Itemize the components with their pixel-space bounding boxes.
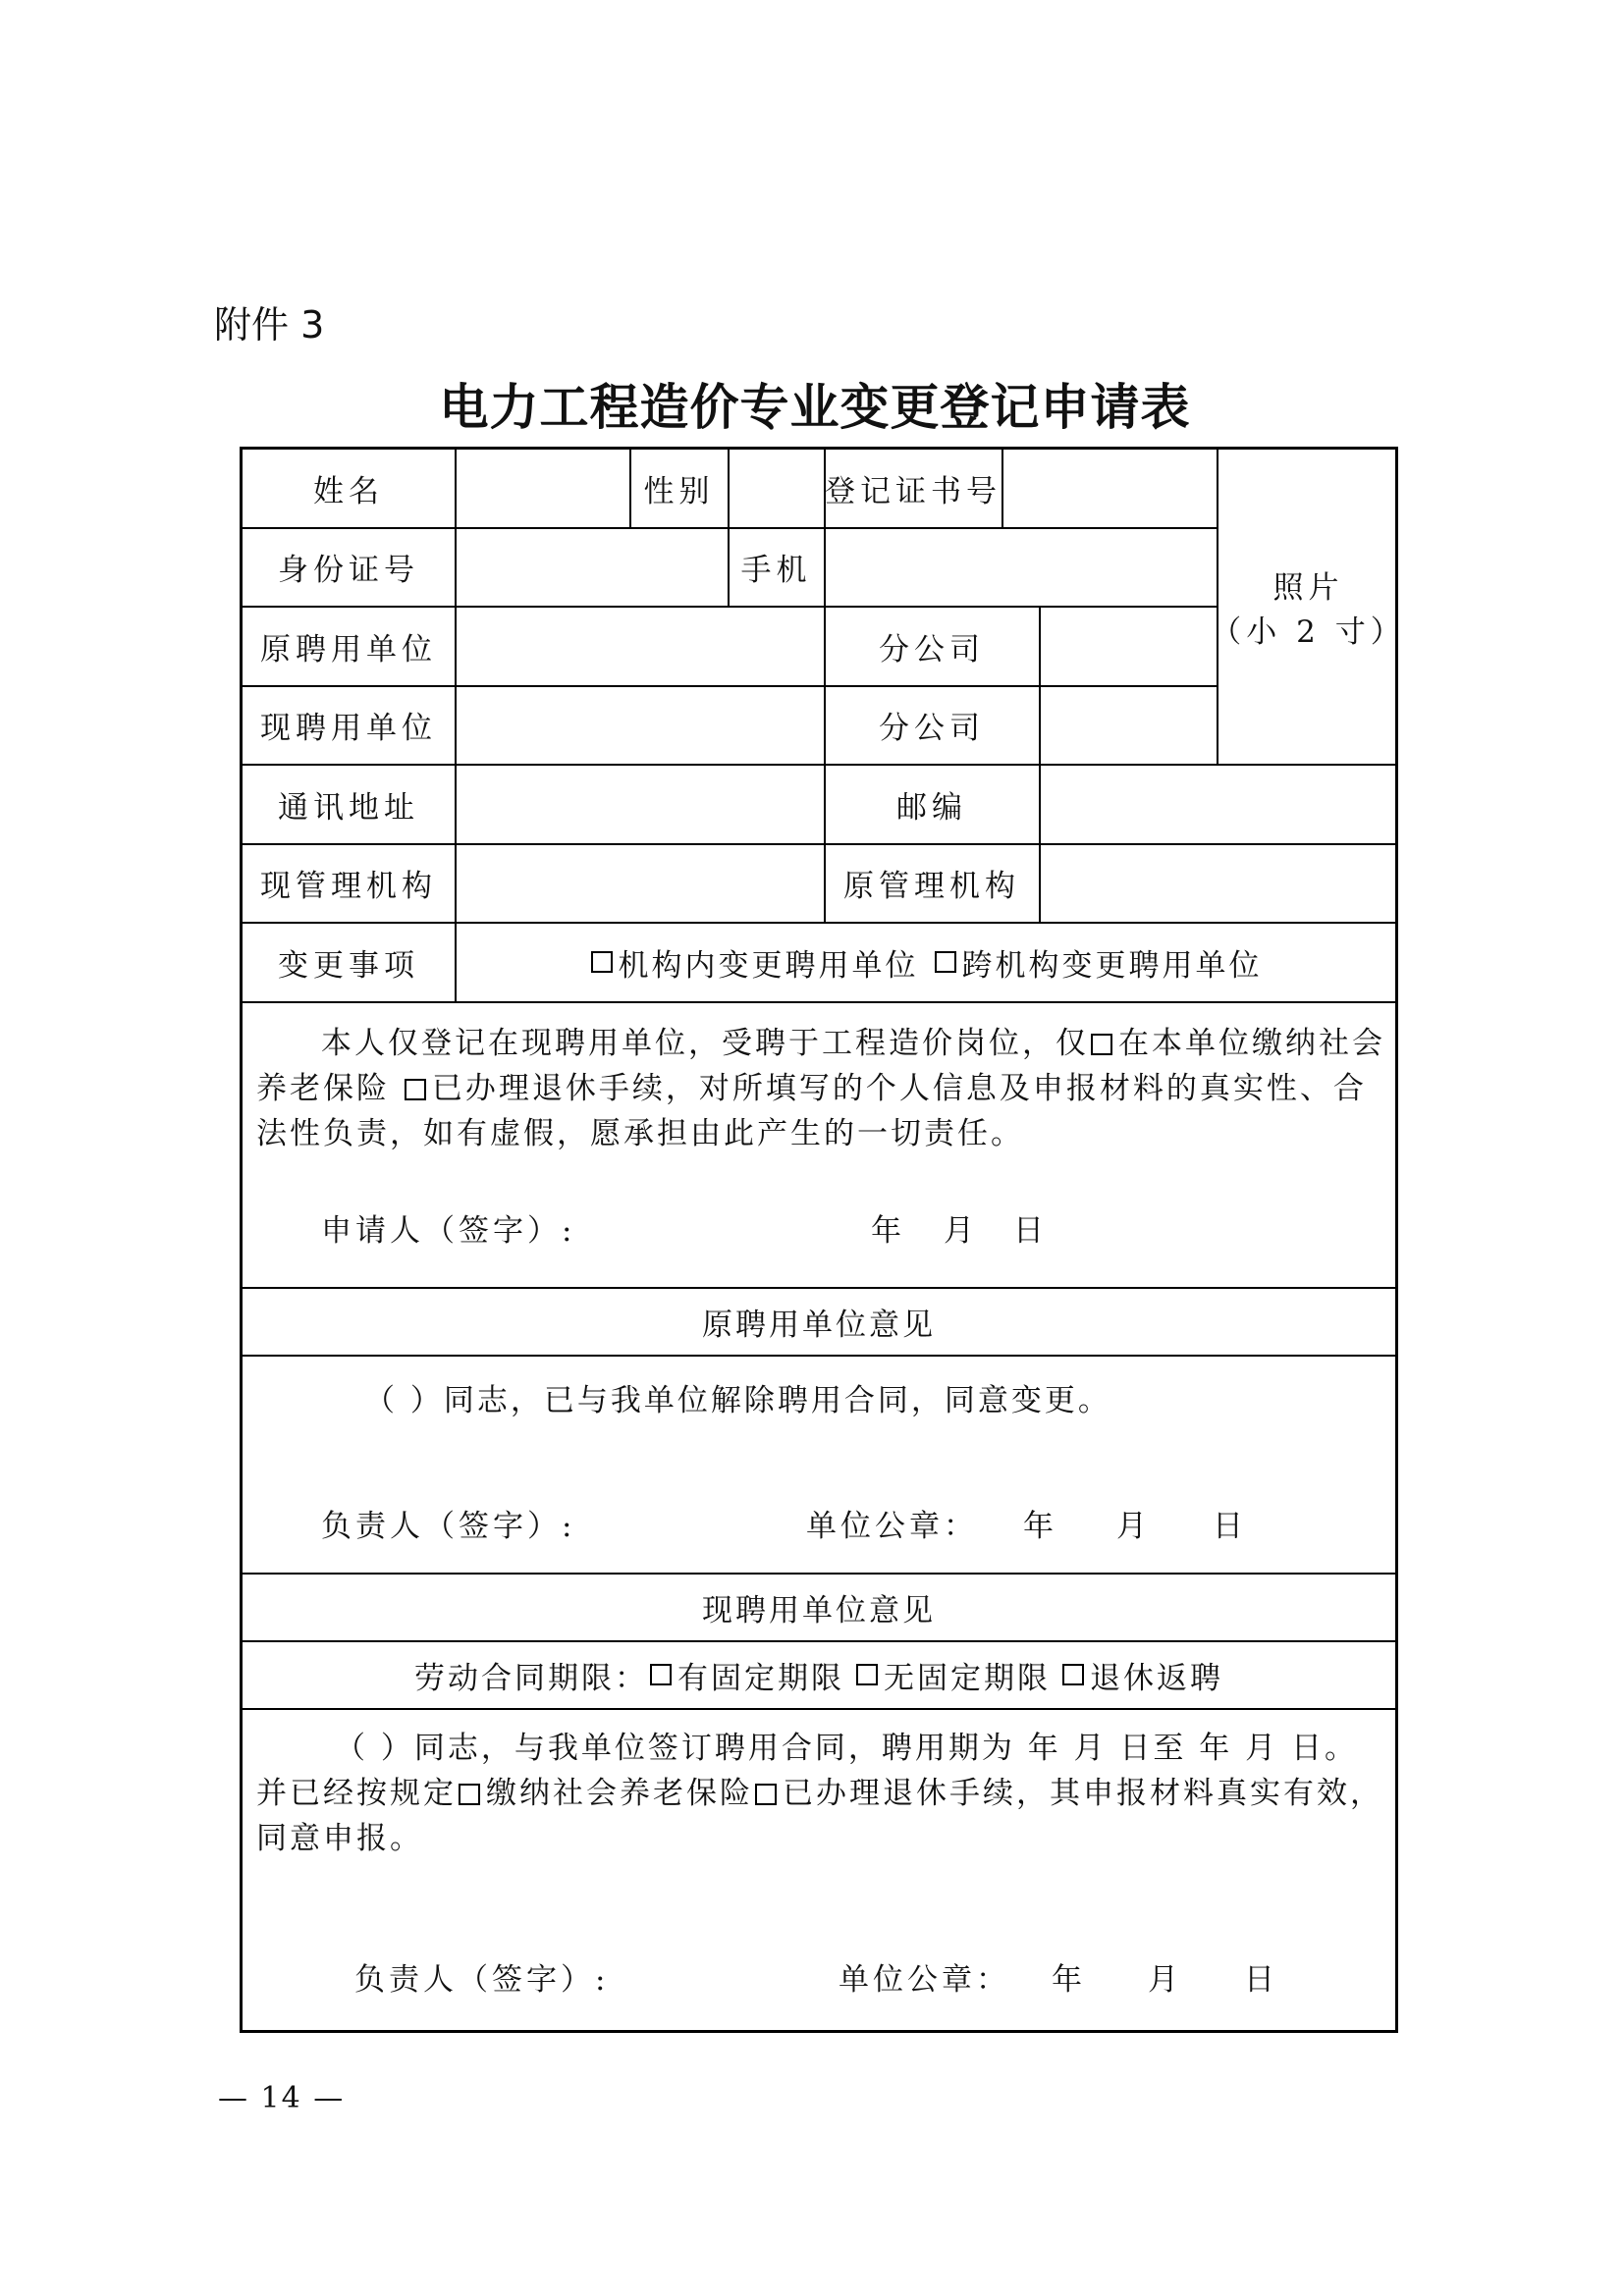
date-year: 年 [1023, 1509, 1057, 1544]
name-label: 姓名 [313, 474, 384, 509]
row-line [243, 1001, 1395, 1003]
checkbox-icon[interactable] [650, 1664, 672, 1685]
phone-label: 手机 [740, 553, 812, 588]
application-form [240, 447, 1406, 2033]
date-year: 年 [1052, 1962, 1086, 1998]
orig-employer-field[interactable] [456, 607, 824, 685]
date-month: 月 [1148, 1962, 1182, 1998]
curr-mgmt-label: 现管理机构 [260, 869, 437, 904]
curr-employer-field[interactable] [456, 686, 824, 764]
branch-field[interactable] [1040, 607, 1217, 685]
orig-mgmt-label: 原管理机构 [843, 869, 1020, 904]
curr-mgmt-field[interactable] [456, 844, 824, 922]
change-option-cross: 跨机构变更聘用单位 [961, 947, 1263, 984]
date-day: 日 [1213, 1509, 1247, 1544]
orig-employer-label: 原聘用单位 [260, 631, 437, 667]
orig-signer-label: 负责人（签字）: [321, 1509, 576, 1544]
date-day: 日 [1013, 1213, 1048, 1249]
date-month: 月 [1116, 1509, 1151, 1544]
change-option-internal: 机构内变更聘用单位 [618, 947, 919, 984]
curr-opinion-heading: 现聘用单位意见 [702, 1592, 936, 1629]
change-items-label: 变更事项 [278, 947, 419, 984]
date-month: 月 [944, 1213, 978, 1249]
form-title: 电力工程造价专业变更登记申请表 [439, 379, 1191, 436]
contract-term-row [243, 1641, 1395, 1708]
checkbox-icon[interactable] [856, 1664, 878, 1685]
checkbox-icon[interactable] [935, 951, 956, 973]
orig-mgmt-field[interactable] [1040, 844, 1395, 922]
curr-employer-label: 现聘用单位 [260, 711, 437, 746]
date-year: 年 [871, 1213, 905, 1249]
postcode-field[interactable] [1040, 765, 1395, 843]
postcode-label: 邮编 [896, 789, 967, 826]
contract-open: 无固定期限 [884, 1660, 1051, 1696]
cert-no-label: 登记证书号 [825, 474, 1001, 509]
curr-seal-label: 单位公章： [839, 1962, 1010, 1998]
checkbox-icon[interactable] [405, 1079, 426, 1100]
row-line [243, 1708, 1395, 1710]
applicant-signature-label: 申请人（签字）: [321, 1213, 576, 1249]
gender-field[interactable] [729, 450, 824, 527]
cert-no-field[interactable] [1002, 450, 1217, 527]
photo-area[interactable] [1211, 450, 1406, 764]
phone-field[interactable] [825, 528, 1217, 606]
orig-opinion-text: （ ）同志，已与我单位解除聘用合同，同意变更。 [364, 1383, 1111, 1418]
contract-term-label: 劳动合同期限： [414, 1660, 648, 1696]
address-field[interactable] [456, 765, 824, 843]
photo-size-label: （小 2 寸） [1211, 614, 1406, 650]
photo-label: 照片 [1272, 570, 1344, 606]
curr-opinion-text: （ ）同志，与我单位签订聘用合同，聘用期为 年 月 日至 年 月 日。并已经按规定 缴纳社会养老保险 已办理退休手续，其申报材料真实有效，同意申报。 [256, 1731, 1383, 1856]
change-options [456, 923, 1395, 1001]
checkbox-icon[interactable] [459, 1784, 480, 1805]
contract-rehire: 退休返聘 [1090, 1660, 1223, 1696]
page-number: — 14 — [218, 2081, 346, 2115]
id-no-label: 身份证号 [278, 553, 419, 588]
branch-label: 分公司 [879, 711, 985, 746]
checkbox-icon[interactable] [1062, 1664, 1084, 1685]
checkbox-icon[interactable] [755, 1784, 777, 1805]
id-no-field[interactable] [456, 528, 728, 606]
curr-signer-label: 负责人（签字）: [354, 1962, 610, 1998]
gender-label: 性别 [643, 474, 715, 509]
attachment-label: 附件 3 [214, 303, 325, 347]
checkbox-icon[interactable] [591, 951, 613, 973]
name-field[interactable] [456, 450, 629, 527]
address-label: 通讯地址 [278, 789, 419, 826]
orig-seal-label: 单位公章： [806, 1509, 978, 1544]
orig-opinion-heading: 原聘用单位意见 [702, 1307, 936, 1343]
row-line [243, 1355, 1395, 1357]
date-day: 日 [1244, 1962, 1278, 1998]
branch-label: 分公司 [879, 631, 985, 667]
checkbox-icon[interactable] [1091, 1034, 1112, 1055]
contract-fixed: 有固定期限 [677, 1660, 844, 1696]
declaration-text: 本人仅登记在现聘用单位，受聘于工程造价岗位，仅 在本单位缴纳社会养老保险 已办理退休手续，对所填写的个人信息及申报材料的真实性、合法性负责，如有虚假，愿承担由此产生的一切责任。 [256, 1026, 1385, 1151]
branch-field[interactable] [1040, 686, 1217, 764]
